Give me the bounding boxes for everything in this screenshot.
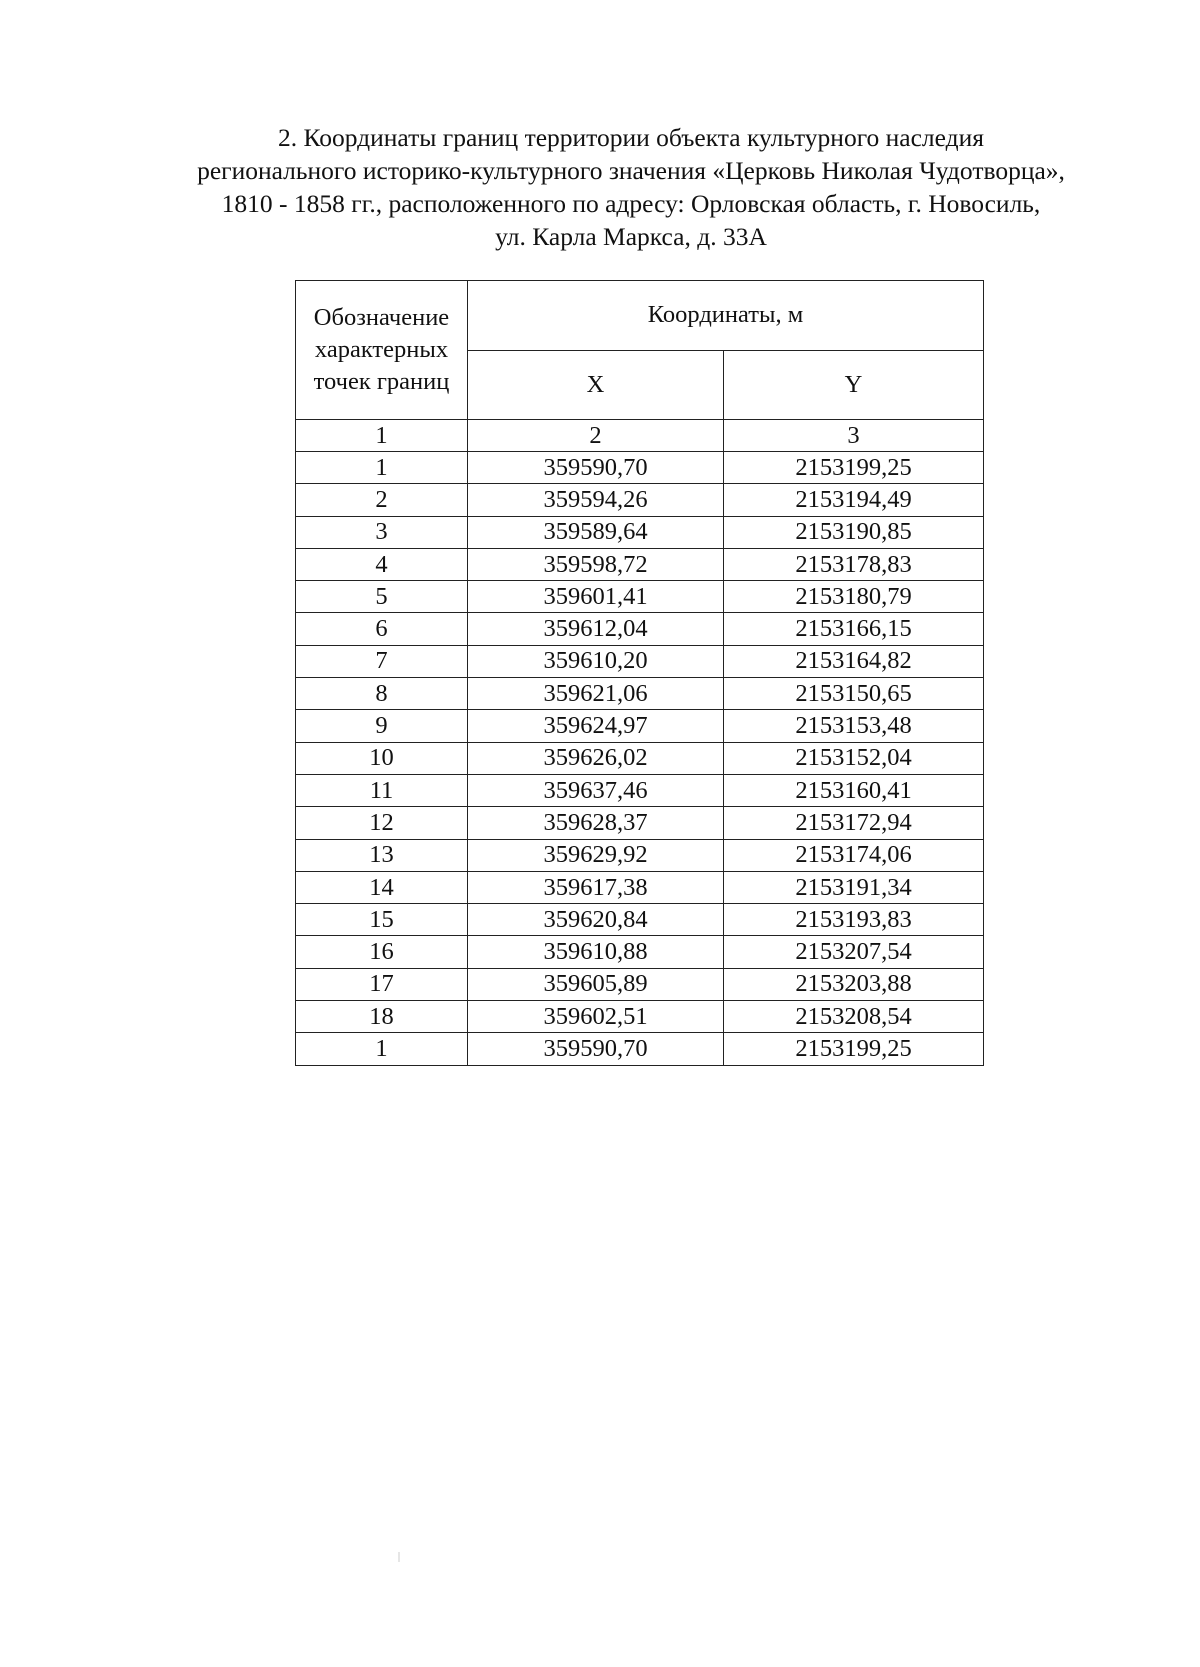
y-cell: 2153166,15: [724, 613, 984, 645]
x-cell: 359610,20: [468, 645, 724, 677]
point-cell: 17: [296, 968, 468, 1000]
point-cell: 14: [296, 871, 468, 903]
y-cell: 2153160,41: [724, 774, 984, 806]
column-number: 3: [724, 420, 984, 452]
title-line-1: 2. Координаты границ территории объекта культурного наследия: [278, 123, 984, 152]
table-row: [296, 548, 984, 580]
table-row: [296, 1001, 984, 1033]
y-cell: 2153150,65: [724, 678, 984, 710]
point-cell: 9: [296, 710, 468, 742]
table-row: [296, 968, 984, 1000]
point-cell: 12: [296, 807, 468, 839]
table-row: [296, 516, 984, 548]
designation-header: Обозначение характерных точек границ: [296, 281, 468, 420]
x-cell: 359612,04: [468, 613, 724, 645]
x-cell: 359598,72: [468, 548, 724, 580]
point-cell: 4: [296, 548, 468, 580]
x-cell: 359589,64: [468, 516, 724, 548]
column-number: 1: [296, 420, 468, 452]
table-row: [296, 484, 984, 516]
point-cell: 15: [296, 904, 468, 936]
table-row: [296, 645, 984, 677]
y-cell: 2153153,48: [724, 710, 984, 742]
point-cell: 5: [296, 581, 468, 613]
table-row: [296, 678, 984, 710]
table-row: [296, 710, 984, 742]
x-cell: 359628,37: [468, 807, 724, 839]
y-cell: 2153199,25: [724, 1033, 984, 1065]
column-number-row: [296, 420, 984, 452]
point-cell: 1: [296, 452, 468, 484]
table-row: [296, 871, 984, 903]
y-cell: 2153193,83: [724, 904, 984, 936]
y-cell: 2153194,49: [724, 484, 984, 516]
x-cell: 359637,46: [468, 774, 724, 806]
x-cell: 359602,51: [468, 1001, 724, 1033]
y-cell: 2153207,54: [724, 936, 984, 968]
document-title: [0, 121, 1200, 253]
table-row: [296, 904, 984, 936]
y-cell: 2153174,06: [724, 839, 984, 871]
x-cell: 359601,41: [468, 581, 724, 613]
x-cell: 359626,02: [468, 742, 724, 774]
coordinates-table: [295, 280, 984, 1066]
x-cell: 359629,92: [468, 839, 724, 871]
table-row: [296, 774, 984, 806]
point-cell: 16: [296, 936, 468, 968]
x-cell: 359610,88: [468, 936, 724, 968]
x-cell: 359594,26: [468, 484, 724, 516]
y-cell: 2153199,25: [724, 452, 984, 484]
table-body: [296, 420, 984, 1066]
x-header: X: [468, 350, 724, 420]
y-cell: 2153180,79: [724, 581, 984, 613]
table-row: [296, 839, 984, 871]
y-cell: 2153172,94: [724, 807, 984, 839]
column-number: 2: [468, 420, 724, 452]
point-cell: 18: [296, 1001, 468, 1033]
y-cell: 2153190,85: [724, 516, 984, 548]
point-cell: 10: [296, 742, 468, 774]
table-row: [296, 742, 984, 774]
y-header: Y: [724, 350, 984, 420]
x-cell: 359590,70: [468, 452, 724, 484]
title-line-3: 1810 - 1858 гг., расположенного по адресу: Орловская область, г. Новосиль,: [221, 189, 1041, 218]
table-row: [296, 1033, 984, 1065]
y-cell: 2153164,82: [724, 645, 984, 677]
point-cell: 7: [296, 645, 468, 677]
table-row: [296, 581, 984, 613]
y-cell: 2153208,54: [724, 1001, 984, 1033]
table-row: [296, 452, 984, 484]
point-cell: 13: [296, 839, 468, 871]
y-cell: 2153191,34: [724, 871, 984, 903]
scan-mark: [398, 1552, 400, 1562]
header-row: [296, 281, 984, 351]
point-cell: 1: [296, 1033, 468, 1065]
y-cell: 2153203,88: [724, 968, 984, 1000]
y-cell: 2153152,04: [724, 742, 984, 774]
x-cell: 359617,38: [468, 871, 724, 903]
point-cell: 3: [296, 516, 468, 548]
x-cell: 359624,97: [468, 710, 724, 742]
table-row: [296, 936, 984, 968]
point-cell: 2: [296, 484, 468, 516]
coordinates-header: Координаты, м: [468, 281, 984, 351]
x-cell: 359621,06: [468, 678, 724, 710]
table-row: [296, 807, 984, 839]
point-cell: 8: [296, 678, 468, 710]
title-line-4: ул. Карла Маркса, д. 33А: [495, 222, 767, 251]
y-cell: 2153178,83: [724, 548, 984, 580]
point-cell: 6: [296, 613, 468, 645]
table-row: [296, 613, 984, 645]
title-line-2: регионального историко-культурного значения «Церковь Николая Чудотворца»,: [197, 156, 1065, 185]
x-cell: 359605,89: [468, 968, 724, 1000]
point-cell: 11: [296, 774, 468, 806]
x-cell: 359590,70: [468, 1033, 724, 1065]
x-cell: 359620,84: [468, 904, 724, 936]
